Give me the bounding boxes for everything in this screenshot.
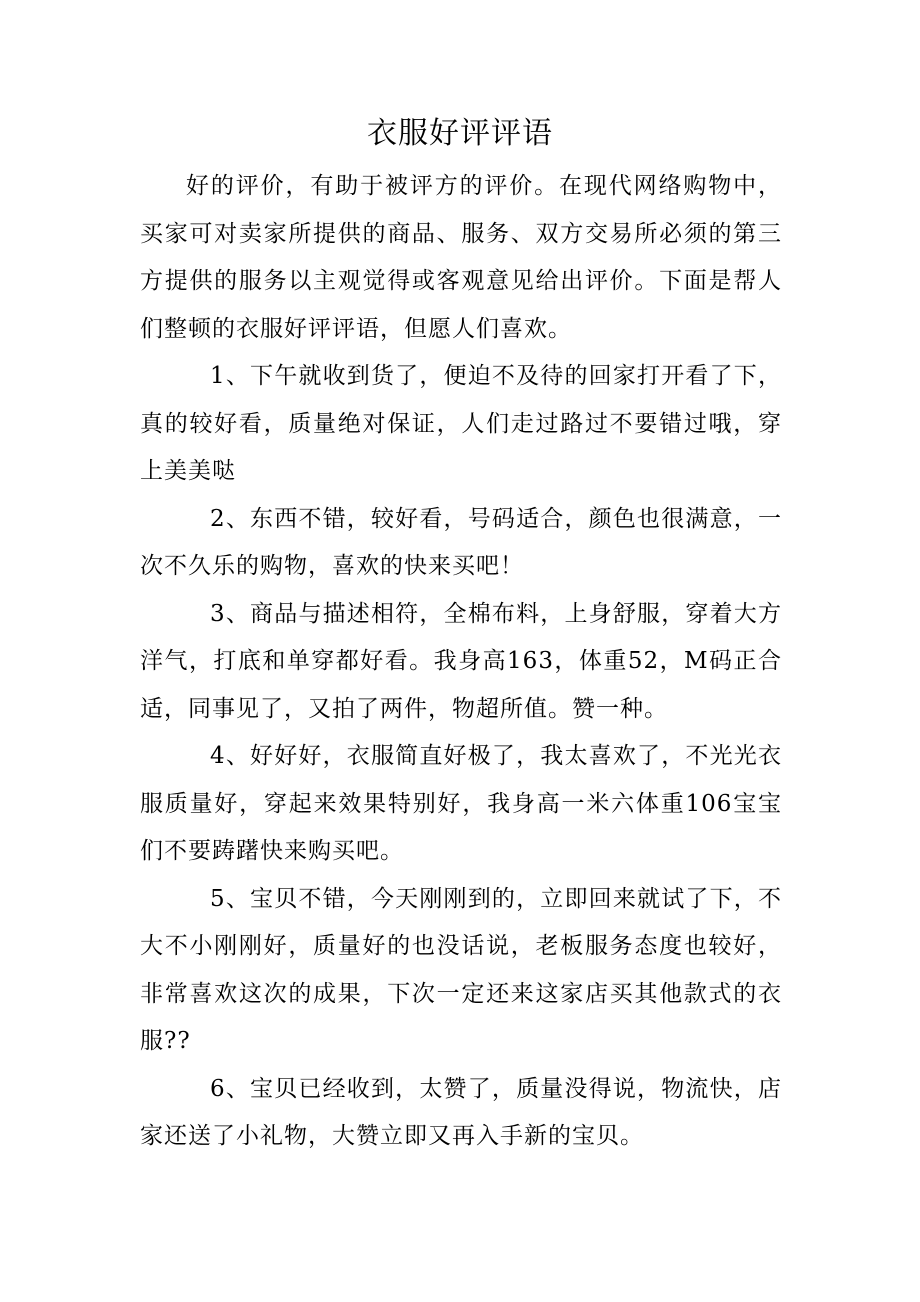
document-body: [140, 163, 782, 1161]
review-paragraph-1: 1、下午就收到货了，便迫不及待的回家打开看了下，真的较好看，质量绝对保证，人们走过路过不要错过哦，穿上美美哒: [140, 363, 782, 484]
review-paragraph-3: 3、商品与描述相符，全棉布料，上身舒服，穿着大方洋气，打底和单穿都好看。我身高163，体重52，M码正合适，同事见了，又拍了两件，物超所值。赞一种。: [140, 600, 782, 722]
intro-paragraph: 好的评价，有助于被评方的评价。在现代网络购物中，买家可对卖家所提供的商品、服务、双方交易所必须的第三方提供的服务以主观觉得或客观意见给出评价。下面是帮人们整顿的衣服好评评语，但愿人们喜欢。: [140, 173, 782, 342]
review-paragraph-5: 5、宝贝不错，今天刚刚到的，立即回来就试了下，不大不小刚刚好，质量好的也没话说，老板服务态度也较好，非常喜欢这次的成果，下次一定还来这家店买其他款式的衣服??: [140, 885, 782, 1054]
review-paragraph-2: 2、东西不错，较好看，号码适合，颜色也很满意，一次不久乐的购物，喜欢的快来买吧！: [140, 505, 782, 579]
review-paragraph-4: 4、好好好，衣服简直好极了，我太喜欢了，不光光衣服质量好，穿起来效果特别好，我身高一米六体重106宝宝们不要踌躇快来购买吧。: [140, 743, 782, 864]
review-paragraph-6: 6、宝贝已经收到，太赞了，质量没得说，物流快，店家还送了小礼物，大赞立即又再入手新的宝贝。: [140, 1075, 782, 1149]
document-title: 衣服好评评语: [367, 116, 553, 151]
